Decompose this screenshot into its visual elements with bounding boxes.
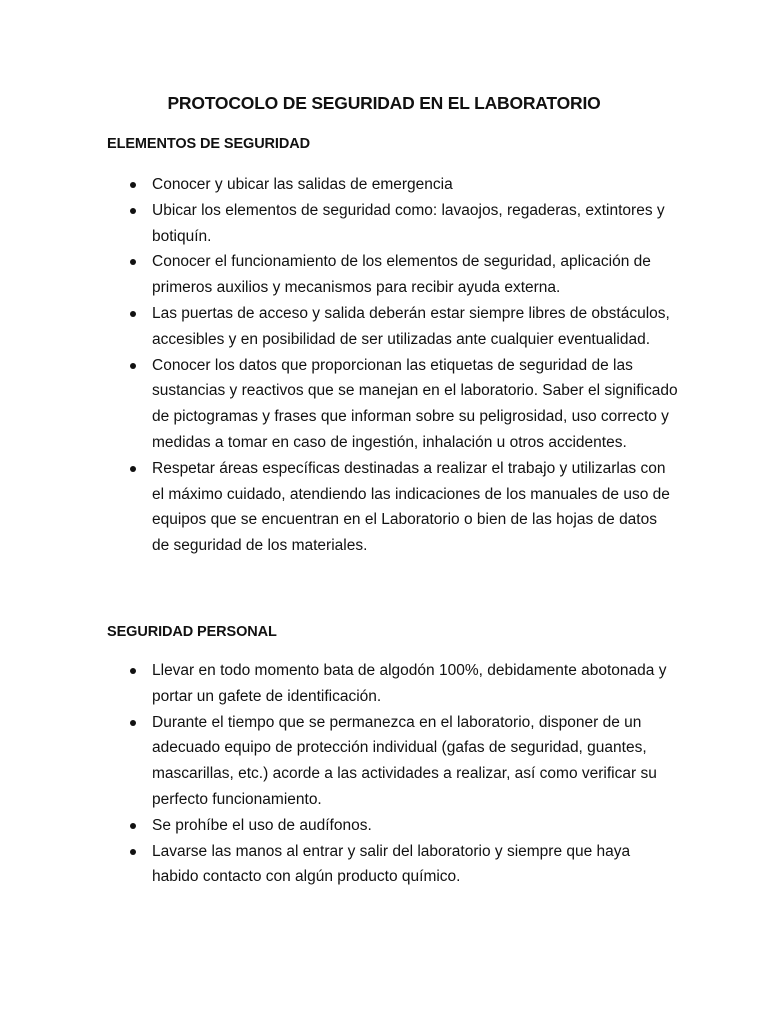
bullet-icon — [130, 208, 136, 214]
bullet-icon — [130, 668, 136, 674]
list-item-text: Lavarse las manos al entrar y salir del laboratorio y siempre que haya habido contacto con algún producto químico. — [152, 842, 631, 886]
list-item-text: Conocer y ubicar las salidas de emergencia — [152, 176, 453, 193]
list-item — [0, 249, 768, 301]
list-item-text: Llevar en todo momento bata de algodón 100%, debidamente abotonada y portar un gafete de identificación. — [152, 662, 667, 705]
bullet-icon — [130, 823, 136, 829]
list-item-text: Conocer los datos que proporcionan las etiquetas de seguridad de las sustancias y reactivos que se manejan en el laboratorio. Saber el significado de pictogramas y frases que informan sobre su peligrosidad, uso correcto y medidas a tomar en caso de ingestión, inhalación u otros accidentes. — [152, 356, 678, 451]
bullet-list-elementos-seguridad — [0, 172, 768, 559]
bullet-icon — [130, 849, 136, 855]
bullet-icon — [130, 182, 136, 188]
bullet-icon — [130, 363, 136, 369]
list-item — [0, 198, 768, 250]
list-item — [0, 172, 768, 198]
list-item — [0, 839, 768, 891]
list-item — [0, 456, 768, 559]
list-item-text: Durante el tiempo que se permanezca en el laboratorio, disponer de un adecuado equipo de protección individual (gafas de seguridad, guantes, mascarillas, etc.) acorde a las actividades a realizar, así como verificar su perfecto funcionamiento. — [152, 713, 657, 808]
list-item-text: Respetar áreas específicas destinadas a realizar el trabajo y utilizarlas con el máximo cuidado, atendiendo las indicaciones de los manuales de uso de equipos que se encuentran en el Laboratorio o bien de las hojas de datos de seguridad de los materiales. — [152, 459, 670, 555]
list-item — [0, 301, 768, 353]
bullet-icon — [130, 720, 136, 726]
section-heading-seguridad-personal: SEGURIDAD PERSONAL — [107, 624, 277, 640]
list-item — [0, 353, 768, 456]
page-title: PROTOCOLO DE SEGURIDAD EN EL LABORATORIO — [167, 93, 601, 113]
list-item-text: Se prohíbe el uso de audífonos. — [152, 816, 372, 834]
list-item — [0, 710, 768, 813]
bullet-list-seguridad-personal — [0, 658, 768, 890]
section-heading-elementos-seguridad: ELEMENTOS DE SEGURIDAD — [107, 136, 310, 152]
list-item-text: Conocer el funcionamiento de los elementos de seguridad, aplicación de primeros auxilios y mecanismos para recibir ayuda externa. — [152, 253, 651, 297]
list-item — [0, 658, 768, 710]
list-item-text: Las puertas de acceso y salida deberán estar siempre libres de obstáculos, accesibles y en posibilidad de ser utilizadas ante cualquier eventualidad. — [152, 304, 670, 348]
list-item-text: Ubicar los elementos de seguridad como: lavaojos, regaderas, extintores y botiquín. — [152, 201, 665, 245]
list-item — [0, 813, 768, 839]
bullet-icon — [130, 259, 136, 265]
bullet-icon — [130, 311, 136, 317]
bullet-icon — [130, 466, 136, 472]
